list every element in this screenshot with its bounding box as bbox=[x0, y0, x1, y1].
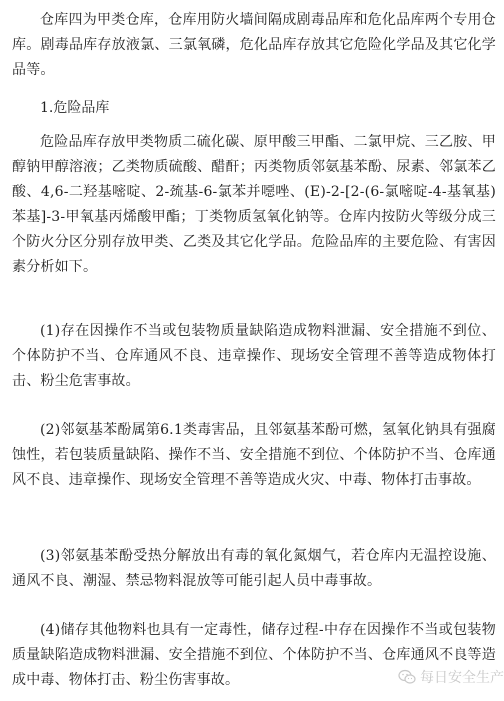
intro-paragraph: 仓库四为甲类仓库，仓库用防火墙间隔成剧毒品库和危化品库两个专用仓库。剧毒品库存放液氯、三氯氧磷，危化品库存放其它危险化学品及其它化学品等。 bbox=[12, 12, 496, 78]
item-3-paragraph: (3)邻氨基苯酚受热分解放出有毒的氧化氮烟气，若仓库内无温控设施、通风不良、潮湿、禁忌物料混放等可能引起人员中毒事故。 bbox=[12, 548, 496, 589]
item-2-paragraph: (2)邻氨基苯酚属第6.1类毒害品，且邻氨基苯酚可燃，氢氧化钠具有强腐蚀性，若包装质量缺陷、操作不当、安全措施不到位、个体防护不当、仓库通风不良、违章操作、现场安全管理不善等造成火灾、中毒、物体打击事故。 bbox=[12, 422, 496, 488]
hazard-store-paragraph: 危险品库存放甲类物质二硫化碳、原甲酸三甲酯、二氯甲烷、三乙胺、甲醇钠甲醇溶液；乙类物质硫酸、醋酐；丙类物质邻氨基苯酚、尿素、邻氯苯乙酸、4,6-二羟基嘧啶、2-巯基-6-氯苯并噁唑、(E)-2-[2-(6-氯嘧啶-4-基氧基)苯基]-3-甲氧基丙烯酸甲酯；丁类物质氢氧化钠等。仓库内按防火等级分成三个防火分区分别存放甲类、乙类及其它化学品。危险品库的主要危险、有害因素分析如下。 bbox=[12, 134, 496, 275]
wechat-icon bbox=[398, 669, 416, 685]
item-1-paragraph: (1)存在因操作不当或包装物质量缺陷造成物料泄漏、安全措施不到位、个体防护不当、仓库通风不良、违章操作、现场安全管理不善等造成物体打击、粉尘危害事故。 bbox=[12, 323, 496, 389]
watermark bbox=[398, 667, 504, 687]
item-4-paragraph: (4)储存其他物料也具有一定毒性，储存过程-中存在因操作不当或包装物质量缺陷造成物料泄漏、安全措施不到位、个体防护不当、仓库通风不良等造成中毒、物体打击、粉尘伤害事故。 bbox=[12, 622, 496, 688]
watermark-text: 每日安全生产 bbox=[420, 670, 504, 686]
section-heading: 1.危险品库 bbox=[40, 100, 110, 116]
